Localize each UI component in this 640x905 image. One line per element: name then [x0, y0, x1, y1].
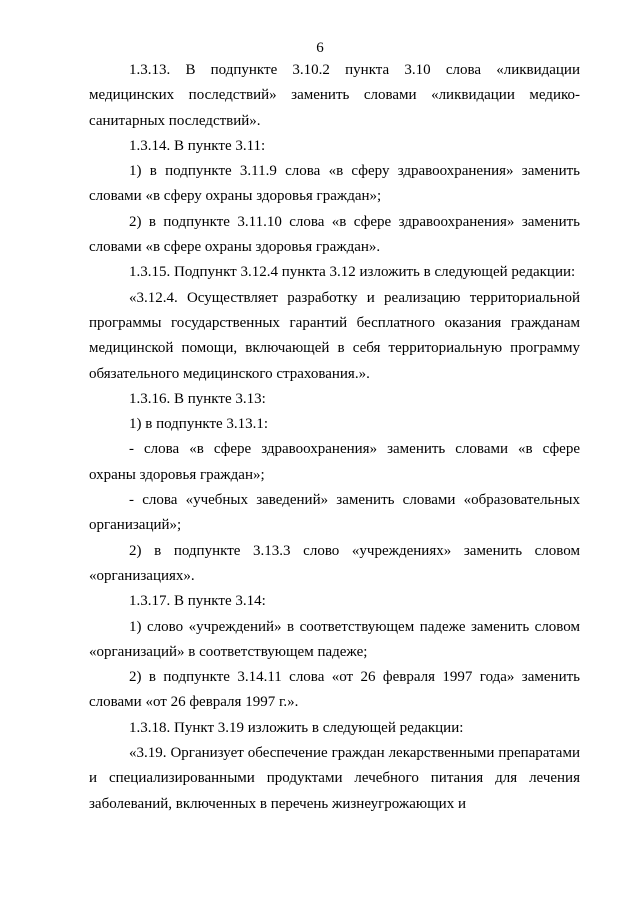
list-item: 1) в подпункте 3.13.1: — [129, 416, 269, 433]
list-item: 2) в подпункте 3.14.11 слова «от 26 февраля 1997 года» заменить словами «от 26 февраля 1997 г.». — [89, 669, 580, 711]
paragraph-1-3-16: 1.3.16. В пункте 3.13: — [129, 390, 266, 407]
paragraph-1-3-14: 1.3.14. В пункте 3.11: — [129, 137, 266, 154]
page-number: 6 — [316, 40, 324, 56]
list-item: 1) слово «учреждений» в соответствующем падеже заменить словом «организаций» в соответствующем падеже; — [89, 618, 580, 660]
list-item: - слова «в сфере здравоохранения» заменить словами «в сфере охраны здоровья граждан»; — [89, 441, 580, 483]
quoted-paragraph: «3.12.4. Осуществляет разработку и реализацию территориальной программы государственных гарантий бесплатного оказания гражданам медицинской помощи, включающей в себя территориальную программу обязательного медицинского страхования.». — [89, 289, 580, 382]
quoted-paragraph: «3.19. Организует обеспечение граждан лекарственными препаратами и специализированными продуктами лечебного питания для лечения заболеваний, включенных в перечень жизнеугрожающих и — [89, 745, 580, 812]
list-item: - слова «учебных заведений» заменить словами «образовательных организаций»; — [89, 492, 580, 534]
paragraph-1-3-18: 1.3.18. Пункт 3.19 изложить в следующей редакции: — [129, 719, 464, 736]
paragraph-1-3-15: 1.3.15. Подпункт 3.12.4 пункта 3.12 изложить в следующей редакции: — [129, 264, 576, 281]
list-item: 1) в подпункте 3.11.9 слова «в сферу здравоохранения» заменить словами «в сферу охраны здоровья граждан»; — [89, 163, 580, 205]
paragraph-1-3-17: 1.3.17. В пункте 3.14: — [129, 593, 266, 610]
paragraph-1-3-13: 1.3.13. В подпункте 3.10.2 пункта 3.10 слова «ликвидации медицинских последствий» заменить словами «ликвидации медико-санитарных последствий». — [89, 62, 580, 129]
document-body — [89, 58, 580, 817]
list-item: 2) в подпункте 3.13.3 слово «учреждениях» заменить словом «организациях». — [89, 542, 580, 584]
list-item: 2) в подпункте 3.11.10 слова «в сфере здравоохранения» заменить словами «в сфере охраны здоровья граждан». — [89, 213, 580, 256]
